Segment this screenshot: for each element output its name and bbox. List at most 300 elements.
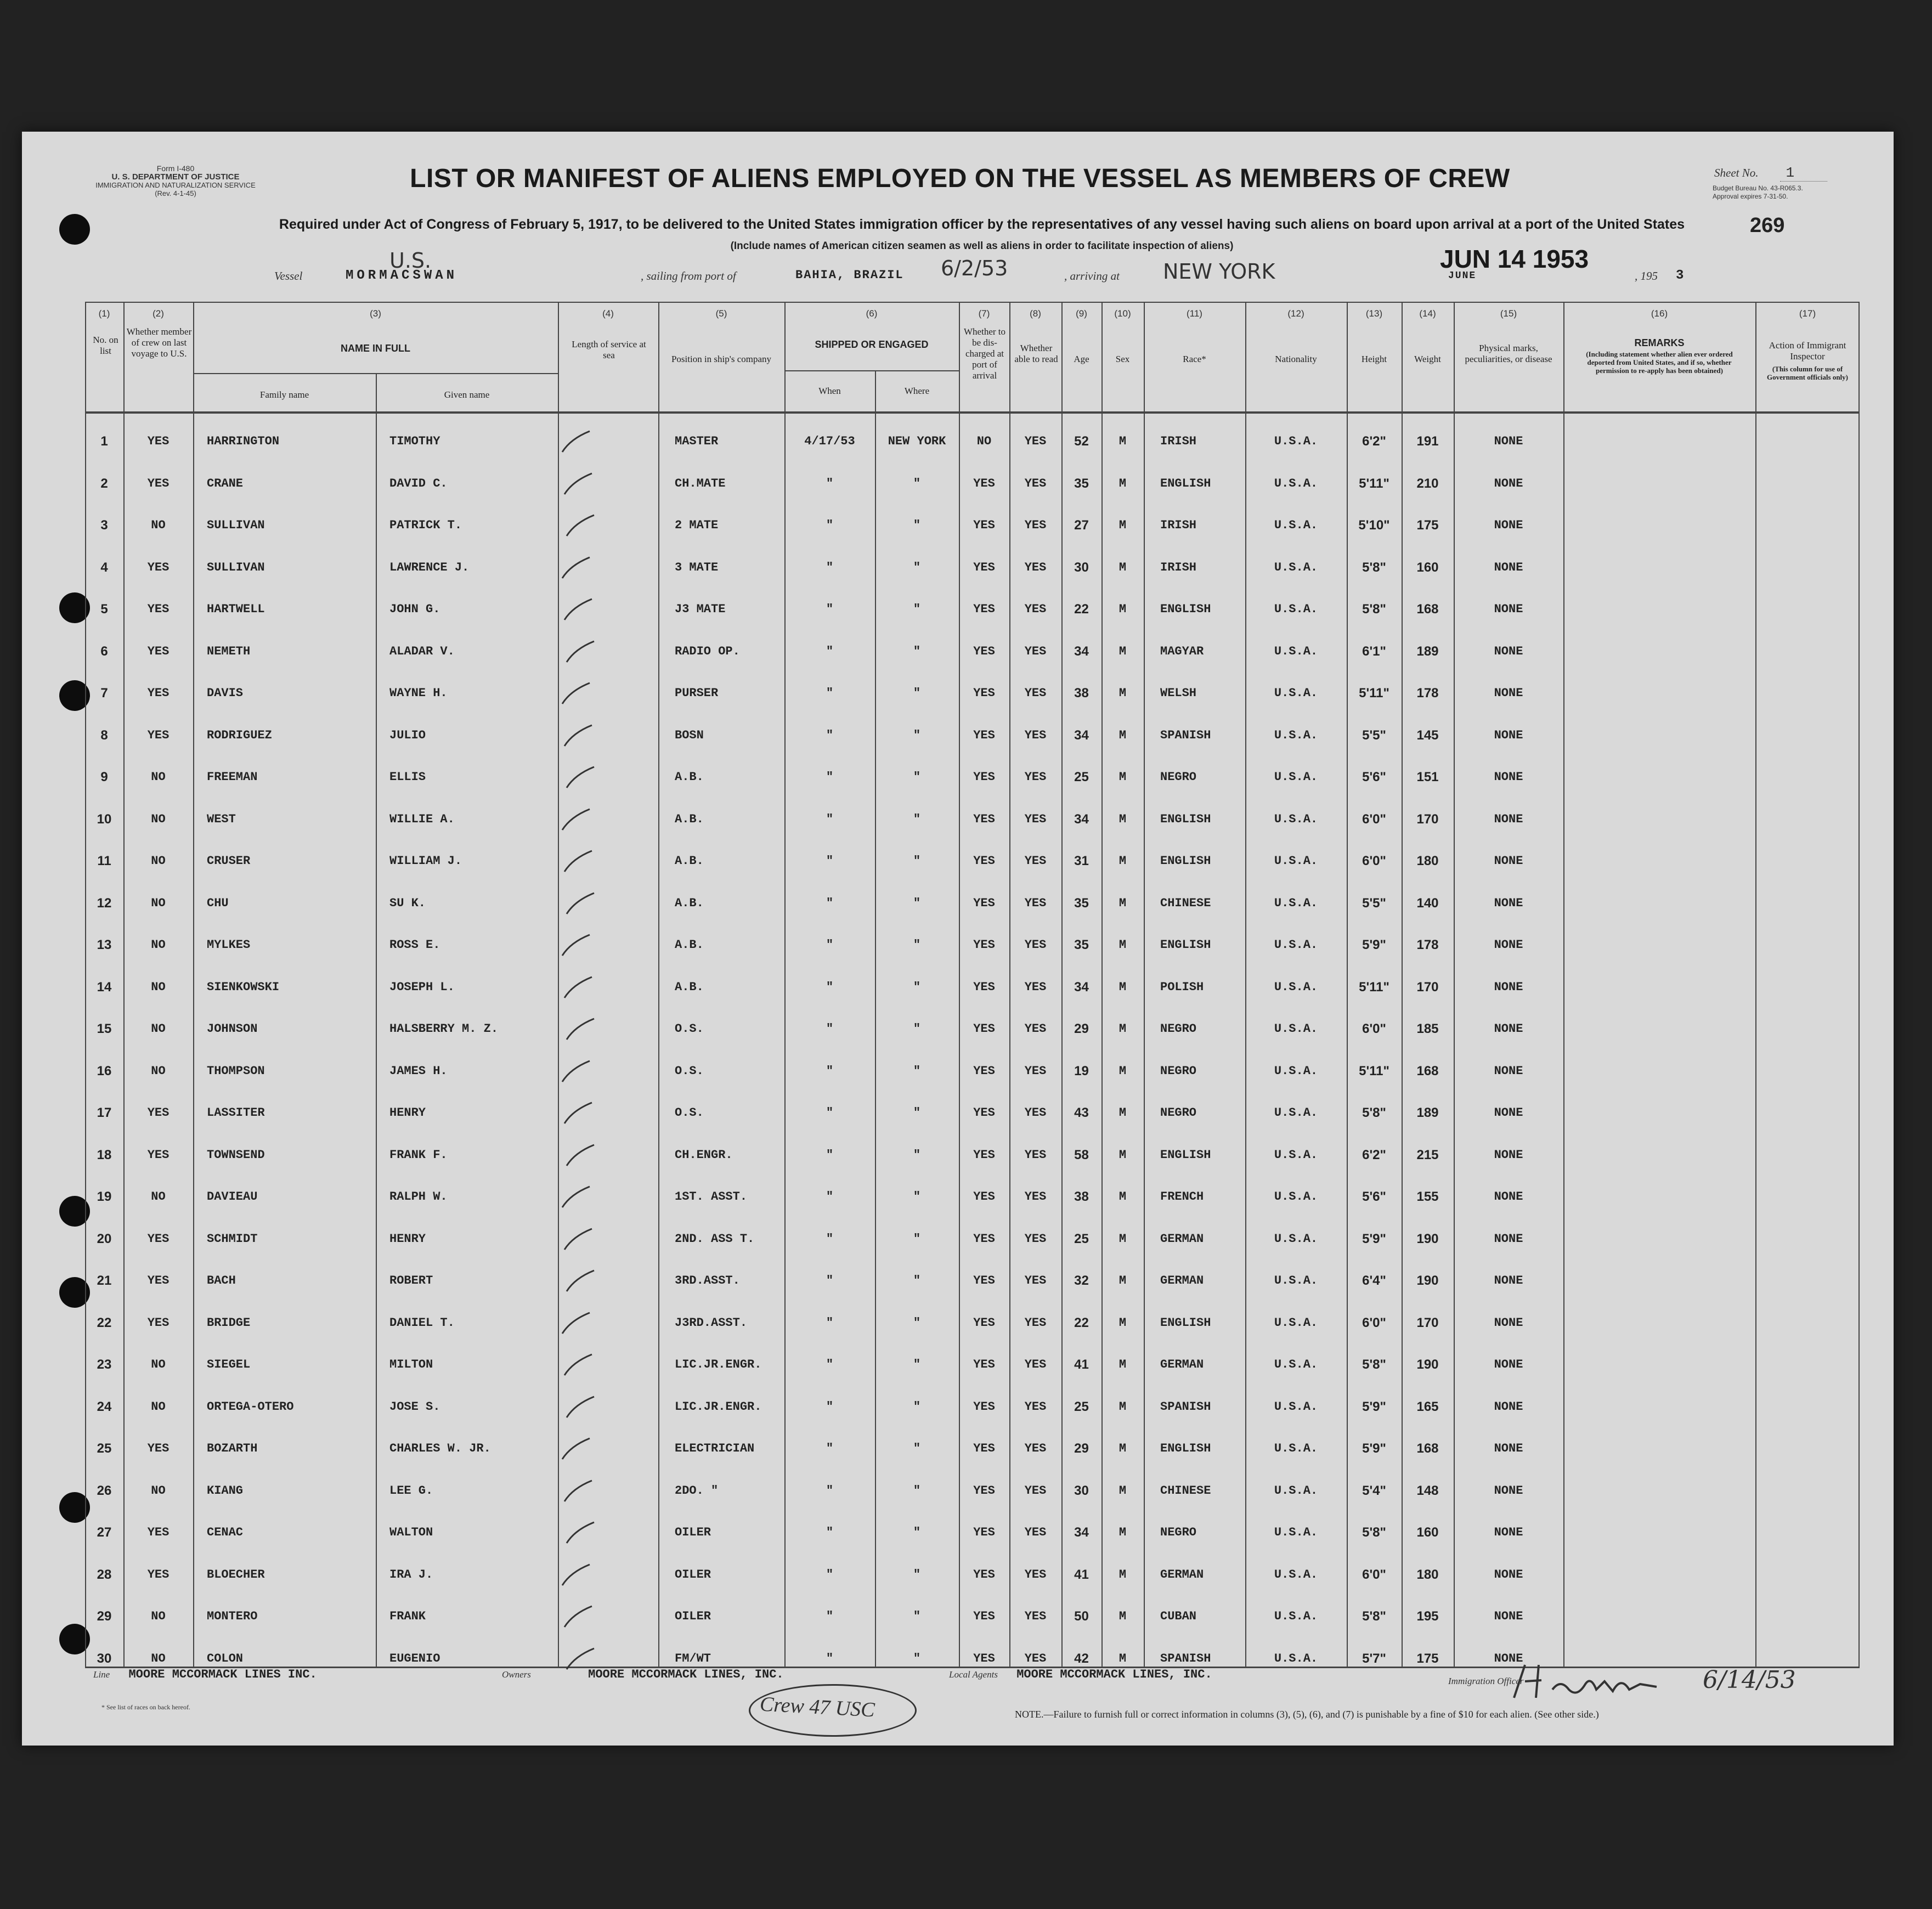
shipped-subheader-rule <box>784 370 959 371</box>
col-header-action: Action of Immigrant Inspector <box>1769 340 1846 362</box>
cell-family: COLON <box>207 1651 244 1665</box>
cell-nat: U.S.A. <box>1274 1483 1318 1498</box>
cell-last: NO <box>151 518 166 532</box>
table-row <box>85 507 1860 544</box>
cell-when: 4/17/53 <box>804 434 855 448</box>
cell-family: JOHNSON <box>207 1022 258 1036</box>
cell-last: YES <box>147 728 170 742</box>
cell-nat: U.S.A. <box>1274 518 1318 532</box>
cell-height: 6'2" <box>1362 1147 1386 1162</box>
cell-given: LEE G. <box>389 1483 433 1498</box>
cell-read: YES <box>1024 1526 1047 1539</box>
cell-sex: M <box>1118 896 1127 910</box>
cell-position: FM/WT <box>675 1651 711 1665</box>
cell-race: ENGLISH <box>1160 1442 1211 1455</box>
col-header-weight: Weight <box>1414 354 1441 364</box>
cell-no: 8 <box>100 727 108 743</box>
races-footnote: * See list of races on back hereof. <box>101 1703 190 1711</box>
table-row <box>85 466 1860 502</box>
cell-weight: 155 <box>1416 1189 1439 1204</box>
cell-when: " <box>826 1190 834 1204</box>
cell-when: " <box>826 686 834 700</box>
cell-given: ALADAR V. <box>389 644 455 658</box>
cell-disch: YES <box>973 476 995 490</box>
col-header-discharge: Whether to be dis-charged at port of arrival <box>964 326 1005 381</box>
col-number: (5) <box>715 308 727 319</box>
owners-value: MOORE MCCORMACK LINES, INC. <box>588 1668 784 1681</box>
cell-sex: M <box>1118 1106 1127 1120</box>
cell-height: 5'8" <box>1362 1525 1386 1540</box>
cell-weight: 140 <box>1416 895 1439 911</box>
cell-age: 34 <box>1074 979 1089 995</box>
cell-given: CHARLES W. JR. <box>389 1442 491 1455</box>
cell-position: 2DO. " <box>675 1483 719 1498</box>
sailing-label: , sailing from port of <box>641 269 736 283</box>
cell-nat: U.S.A. <box>1274 1022 1318 1036</box>
sheet-label: Sheet No. <box>1714 166 1759 179</box>
cell-family: SIENKOWSKI <box>207 980 280 994</box>
cell-height: 6'0" <box>1362 1315 1386 1330</box>
cell-read: YES <box>1024 896 1047 910</box>
cell-no: 23 <box>97 1357 112 1372</box>
cell-given: WALTON <box>389 1526 433 1539</box>
cell-when: " <box>826 1609 834 1623</box>
cell-given: JOSE S. <box>389 1399 440 1414</box>
cell-marks: NONE <box>1494 896 1523 910</box>
line-field <box>93 1668 317 1681</box>
cell-position: 3 MATE <box>675 560 719 574</box>
cell-where: " <box>913 602 921 616</box>
cell-height: 6'0" <box>1362 854 1386 868</box>
cell-nat: U.S.A. <box>1274 1315 1318 1330</box>
cell-weight: 190 <box>1416 1273 1439 1288</box>
cell-last: NO <box>151 770 166 784</box>
cell-last: NO <box>151 1064 166 1078</box>
cell-race: CHINESE <box>1160 1483 1211 1498</box>
cell-nat: U.S.A. <box>1274 938 1318 952</box>
cell-given: LAWRENCE J. <box>389 560 470 574</box>
cell-height: 5'11" <box>1359 979 1389 995</box>
cell-read: YES <box>1024 476 1047 490</box>
col-number: (17) <box>1799 308 1816 319</box>
cell-no: 16 <box>97 1063 112 1078</box>
cell-when: " <box>826 1232 834 1246</box>
cell-where: " <box>913 1442 921 1455</box>
cell-position: LIC.JR.ENGR. <box>675 1399 762 1414</box>
table-top-border <box>85 302 1860 303</box>
cell-no: 25 <box>97 1441 112 1456</box>
cell-nat: U.S.A. <box>1274 1190 1318 1204</box>
cell-disch: YES <box>973 1315 995 1330</box>
cell-when: " <box>826 1022 834 1036</box>
table-row <box>85 634 1860 670</box>
cell-when: " <box>826 1064 834 1078</box>
cell-race: NEGRO <box>1160 1106 1197 1120</box>
vessel-label: Vessel <box>274 269 303 283</box>
cell-where: " <box>913 728 921 742</box>
cell-read: YES <box>1024 1358 1047 1371</box>
cell-family: SIEGEL <box>207 1358 251 1371</box>
arriving-label: , arriving at <box>1064 269 1120 283</box>
crew-note: Crew 47 USC <box>759 1692 875 1722</box>
cell-read: YES <box>1024 1190 1047 1204</box>
cell-race: ENGLISH <box>1160 1148 1211 1162</box>
cell-marks: NONE <box>1494 980 1523 994</box>
cell-where: " <box>913 1232 921 1246</box>
table-row <box>85 1431 1860 1467</box>
cell-family: WEST <box>207 812 236 826</box>
col-number: (6) <box>866 308 878 319</box>
cell-height: 5'8" <box>1362 560 1386 575</box>
cell-read: YES <box>1024 1483 1047 1498</box>
cell-height: 5'8" <box>1362 1357 1386 1372</box>
check-mark-icon <box>564 1267 597 1295</box>
cell-nat: U.S.A. <box>1274 1148 1318 1162</box>
cell-no: 15 <box>97 1021 112 1036</box>
cell-nat: U.S.A. <box>1274 812 1318 826</box>
cell-race: IRISH <box>1160 518 1197 532</box>
cell-race: ENGLISH <box>1160 476 1211 490</box>
col-header-name: NAME IN FULL <box>341 343 410 354</box>
cell-race: NEGRO <box>1160 1526 1197 1539</box>
cell-sex: M <box>1118 1526 1127 1539</box>
cell-last: NO <box>151 1609 166 1623</box>
cell-nat: U.S.A. <box>1274 770 1318 784</box>
check-mark-icon <box>560 1561 592 1589</box>
col-header-read: Whether able to read <box>1014 343 1058 364</box>
cell-disch: YES <box>973 854 995 868</box>
cell-last: YES <box>147 1526 170 1539</box>
cell-age: 42 <box>1074 1651 1089 1666</box>
cell-family: RODRIGUEZ <box>207 728 272 742</box>
cell-last: NO <box>151 1483 166 1498</box>
cell-no: 28 <box>97 1567 112 1582</box>
cell-race: ENGLISH <box>1160 812 1211 826</box>
cell-marks: NONE <box>1494 1358 1523 1371</box>
vessel-name: MORMACSWAN <box>346 268 458 283</box>
col-header-where: Where <box>904 386 930 396</box>
cell-position: A.B. <box>675 812 704 826</box>
sheet-number <box>1714 165 1827 181</box>
col-number: (14) <box>1419 308 1436 319</box>
cell-last: YES <box>147 686 170 700</box>
cell-given: MILTON <box>389 1358 433 1371</box>
cell-age: 25 <box>1074 770 1089 784</box>
cell-given: ROBERT <box>389 1274 433 1287</box>
cell-sex: M <box>1118 770 1127 784</box>
check-mark-icon <box>560 680 592 707</box>
cell-weight: 168 <box>1416 1063 1439 1078</box>
cell-family: TOWNSEND <box>207 1148 265 1162</box>
cell-age: 19 <box>1074 1063 1089 1078</box>
cell-nat: U.S.A. <box>1274 1609 1318 1623</box>
service-name: IMMIGRATION AND NATURALIZATION SERVICE <box>95 181 256 189</box>
col-header-height: Height <box>1361 354 1387 364</box>
crew-manifest-table <box>85 302 1860 1667</box>
check-mark-icon <box>560 931 592 959</box>
cell-read: YES <box>1024 1274 1047 1287</box>
cell-nat: U.S.A. <box>1274 1567 1318 1582</box>
cell-disch: YES <box>973 560 995 574</box>
cell-nat: U.S.A. <box>1274 1274 1318 1287</box>
table-row <box>85 1095 1860 1131</box>
cell-height: 5'11" <box>1359 476 1389 491</box>
cell-disch: YES <box>973 1567 995 1582</box>
check-mark-icon <box>562 722 595 749</box>
cell-disch: YES <box>973 1022 995 1036</box>
cell-age: 35 <box>1074 476 1089 491</box>
cell-nat: U.S.A. <box>1274 1526 1318 1539</box>
cell-age: 31 <box>1074 854 1089 868</box>
cell-no: 27 <box>97 1525 112 1540</box>
cell-last: YES <box>147 1106 170 1120</box>
cell-disch: YES <box>973 1651 995 1665</box>
cell-race: NEGRO <box>1160 1064 1197 1078</box>
col-number: (12) <box>1287 308 1304 319</box>
cell-disch: YES <box>973 518 995 532</box>
check-mark-icon <box>564 764 597 791</box>
table-row <box>85 885 1860 922</box>
cell-age: 38 <box>1074 1189 1089 1204</box>
cell-read: YES <box>1024 728 1047 742</box>
cell-where: " <box>913 518 921 532</box>
table-row <box>85 1179 1860 1215</box>
cell-where: " <box>913 1609 921 1623</box>
cell-disch: YES <box>973 1274 995 1287</box>
check-mark-icon <box>562 1351 595 1379</box>
cell-last: NO <box>151 1651 166 1665</box>
cell-height: 6'2" <box>1362 434 1386 449</box>
cell-given: DANIEL T. <box>389 1315 455 1330</box>
table-row <box>85 1221 1860 1257</box>
cell-family: SULLIVAN <box>207 560 265 574</box>
cell-read: YES <box>1024 1064 1047 1078</box>
cell-marks: NONE <box>1494 1064 1523 1078</box>
year-digit: 3 <box>1676 268 1685 283</box>
check-mark-icon <box>564 890 597 917</box>
cell-given: TIMOTHY <box>389 434 440 448</box>
cell-height: 5'11" <box>1359 686 1389 701</box>
manifest-sheet <box>22 132 1894 1746</box>
cell-sex: M <box>1118 602 1127 616</box>
cell-nat: U.S.A. <box>1274 560 1318 574</box>
check-mark-icon <box>564 512 597 539</box>
cell-disch: YES <box>973 686 995 700</box>
cell-weight: 175 <box>1416 518 1439 533</box>
cell-position: A.B. <box>675 980 704 994</box>
check-mark-icon <box>560 1435 592 1462</box>
col-number: (2) <box>152 308 164 319</box>
cell-last: NO <box>151 1022 166 1036</box>
page-title: LIST OR MANIFEST OF ALIENS EMPLOYED ON THE VESSEL AS MEMBERS OF CREW <box>410 164 1510 193</box>
cell-position: 1ST. ASST. <box>675 1190 748 1204</box>
cell-given: JAMES H. <box>389 1064 448 1078</box>
check-mark-icon <box>562 470 595 498</box>
cell-when: " <box>826 728 834 742</box>
cell-marks: NONE <box>1494 812 1523 826</box>
check-mark-icon <box>562 974 595 1001</box>
table-row <box>85 1473 1860 1509</box>
col-header-last-voyage: Whether member of crew on last voyage to U.S. <box>126 326 192 359</box>
cell-when: " <box>826 854 834 868</box>
cell-no: 14 <box>97 979 112 995</box>
cell-no: 21 <box>97 1273 112 1288</box>
cell-height: 6'1" <box>1362 643 1386 659</box>
cell-nat: U.S.A. <box>1274 896 1318 910</box>
cell-weight: 185 <box>1416 1021 1439 1036</box>
table-row <box>85 550 1860 586</box>
cell-disch: YES <box>973 1148 995 1162</box>
cell-position: CH.ENGR. <box>675 1148 733 1162</box>
cell-age: 34 <box>1074 727 1089 743</box>
cell-weight: 170 <box>1416 979 1439 995</box>
cell-sex: M <box>1118 1483 1127 1498</box>
cell-sex: M <box>1118 518 1127 532</box>
cell-disch: YES <box>973 1106 995 1120</box>
cell-weight: 175 <box>1416 1651 1439 1666</box>
cell-age: 35 <box>1074 937 1089 952</box>
col-header-no: No. on list <box>93 335 118 356</box>
cell-read: YES <box>1024 1315 1047 1330</box>
cell-when: " <box>826 1315 834 1330</box>
col-number: (4) <box>602 308 614 319</box>
cell-disch: YES <box>973 980 995 994</box>
cell-height: 5'6" <box>1362 770 1386 784</box>
remarks-note: (Including statement whether alien ever ordered deported from United States, and if so, whether permission to re-apply has been obtained) <box>1586 350 1733 375</box>
cell-read: YES <box>1024 1106 1047 1120</box>
cell-marks: NONE <box>1494 1274 1523 1287</box>
cell-marks: NONE <box>1494 476 1523 490</box>
cell-position: OILER <box>675 1609 711 1623</box>
col-header-shipped: SHIPPED OR ENGAGED <box>815 339 929 350</box>
cell-sex: M <box>1118 1022 1127 1036</box>
cell-height: 6'0" <box>1362 811 1386 827</box>
cell-where: " <box>913 1526 921 1539</box>
cell-sex: M <box>1118 1442 1127 1455</box>
cell-marks: NONE <box>1494 938 1523 952</box>
page-number: 269 <box>1750 214 1785 237</box>
cell-weight: 178 <box>1416 937 1439 952</box>
cell-marks: NONE <box>1494 854 1523 868</box>
cell-race: ENGLISH <box>1160 1315 1211 1330</box>
cell-position: O.S. <box>675 1022 704 1036</box>
cell-height: 5'11" <box>1359 1063 1389 1078</box>
cell-disch: YES <box>973 938 995 952</box>
cell-marks: NONE <box>1494 518 1523 532</box>
cell-no: 7 <box>100 686 108 701</box>
cell-read: YES <box>1024 1567 1047 1582</box>
check-mark-icon <box>560 1183 592 1211</box>
cell-read: YES <box>1024 560 1047 574</box>
cell-sex: M <box>1118 1274 1127 1287</box>
cell-family: DAVIEAU <box>207 1190 258 1204</box>
cell-last: NO <box>151 980 166 994</box>
cell-age: 30 <box>1074 560 1089 575</box>
cell-height: 5'6" <box>1362 1189 1386 1204</box>
cell-marks: NONE <box>1494 1148 1523 1162</box>
cell-when: " <box>826 1274 834 1287</box>
cell-weight: 170 <box>1416 811 1439 827</box>
cell-nat: U.S.A. <box>1274 1232 1318 1246</box>
cell-age: 50 <box>1074 1609 1089 1624</box>
cell-position: 3RD.ASST. <box>675 1274 740 1287</box>
cell-sex: M <box>1118 1609 1127 1623</box>
cell-position: LIC.JR.ENGR. <box>675 1358 762 1371</box>
cell-sex: M <box>1118 1358 1127 1371</box>
departure-port: BAHIA, BRAZIL <box>795 268 904 282</box>
signature-mark <box>1509 1659 1662 1703</box>
table-row <box>85 423 1860 460</box>
cell-disch: YES <box>973 1483 995 1498</box>
cell-race: WELSH <box>1160 686 1197 700</box>
arrival-date-stamp: JUN 14 1953 <box>1440 245 1589 273</box>
cell-family: DAVIS <box>207 686 244 700</box>
cell-when: " <box>826 1358 834 1371</box>
cell-nat: U.S.A. <box>1274 602 1318 616</box>
col-header-family: Family name <box>259 389 309 400</box>
cell-when: " <box>826 518 834 532</box>
cell-height: 5'8" <box>1362 602 1386 617</box>
cell-disch: YES <box>973 644 995 658</box>
cell-nat: U.S.A. <box>1274 686 1318 700</box>
cell-where: " <box>913 812 921 826</box>
cell-last: YES <box>147 1148 170 1162</box>
table-row <box>85 1137 1860 1173</box>
check-mark-icon <box>562 596 595 623</box>
cell-sex: M <box>1118 476 1127 490</box>
cell-age: 35 <box>1074 895 1089 911</box>
cell-last: YES <box>147 476 170 490</box>
cell-marks: NONE <box>1494 686 1523 700</box>
table-row <box>85 1263 1860 1299</box>
cell-last: YES <box>147 1315 170 1330</box>
cell-race: CHINESE <box>1160 896 1211 910</box>
cell-sex: M <box>1118 1651 1127 1665</box>
cell-where: " <box>913 1190 921 1204</box>
cell-given: ROSS E. <box>389 938 440 952</box>
cell-age: 29 <box>1074 1441 1089 1456</box>
cell-sex: M <box>1118 854 1127 868</box>
col-number: (11) <box>1187 308 1202 319</box>
cell-position: A.B. <box>675 938 704 952</box>
table-row <box>85 969 1860 1006</box>
cell-sex: M <box>1118 980 1127 994</box>
cell-race: FRENCH <box>1160 1190 1204 1204</box>
cell-last: YES <box>147 644 170 658</box>
cell-marks: NONE <box>1494 560 1523 574</box>
cell-weight: 210 <box>1416 476 1439 491</box>
cell-family: CENAC <box>207 1526 244 1539</box>
cell-given: EUGENIO <box>389 1651 440 1665</box>
cell-last: NO <box>151 1399 166 1414</box>
cell-no: 19 <box>97 1189 112 1204</box>
cell-given: DAVID C. <box>389 476 448 490</box>
cell-position: RADIO OP. <box>675 644 740 658</box>
cell-position: ELECTRICIAN <box>675 1442 755 1455</box>
table-row <box>85 801 1860 838</box>
cell-no: 4 <box>100 560 108 575</box>
cell-where: " <box>913 1022 921 1036</box>
cell-height: 5'10" <box>1358 518 1390 533</box>
cell-height: 5'5" <box>1362 727 1386 743</box>
sheet-value: 1 <box>1780 165 1827 182</box>
cell-no: 5 <box>100 602 108 617</box>
cell-when: " <box>826 1526 834 1539</box>
officer-date: 6/14/53 <box>1703 1665 1796 1694</box>
cell-marks: NONE <box>1494 1399 1523 1414</box>
cell-no: 24 <box>97 1399 112 1414</box>
cell-age: 25 <box>1074 1399 1089 1414</box>
